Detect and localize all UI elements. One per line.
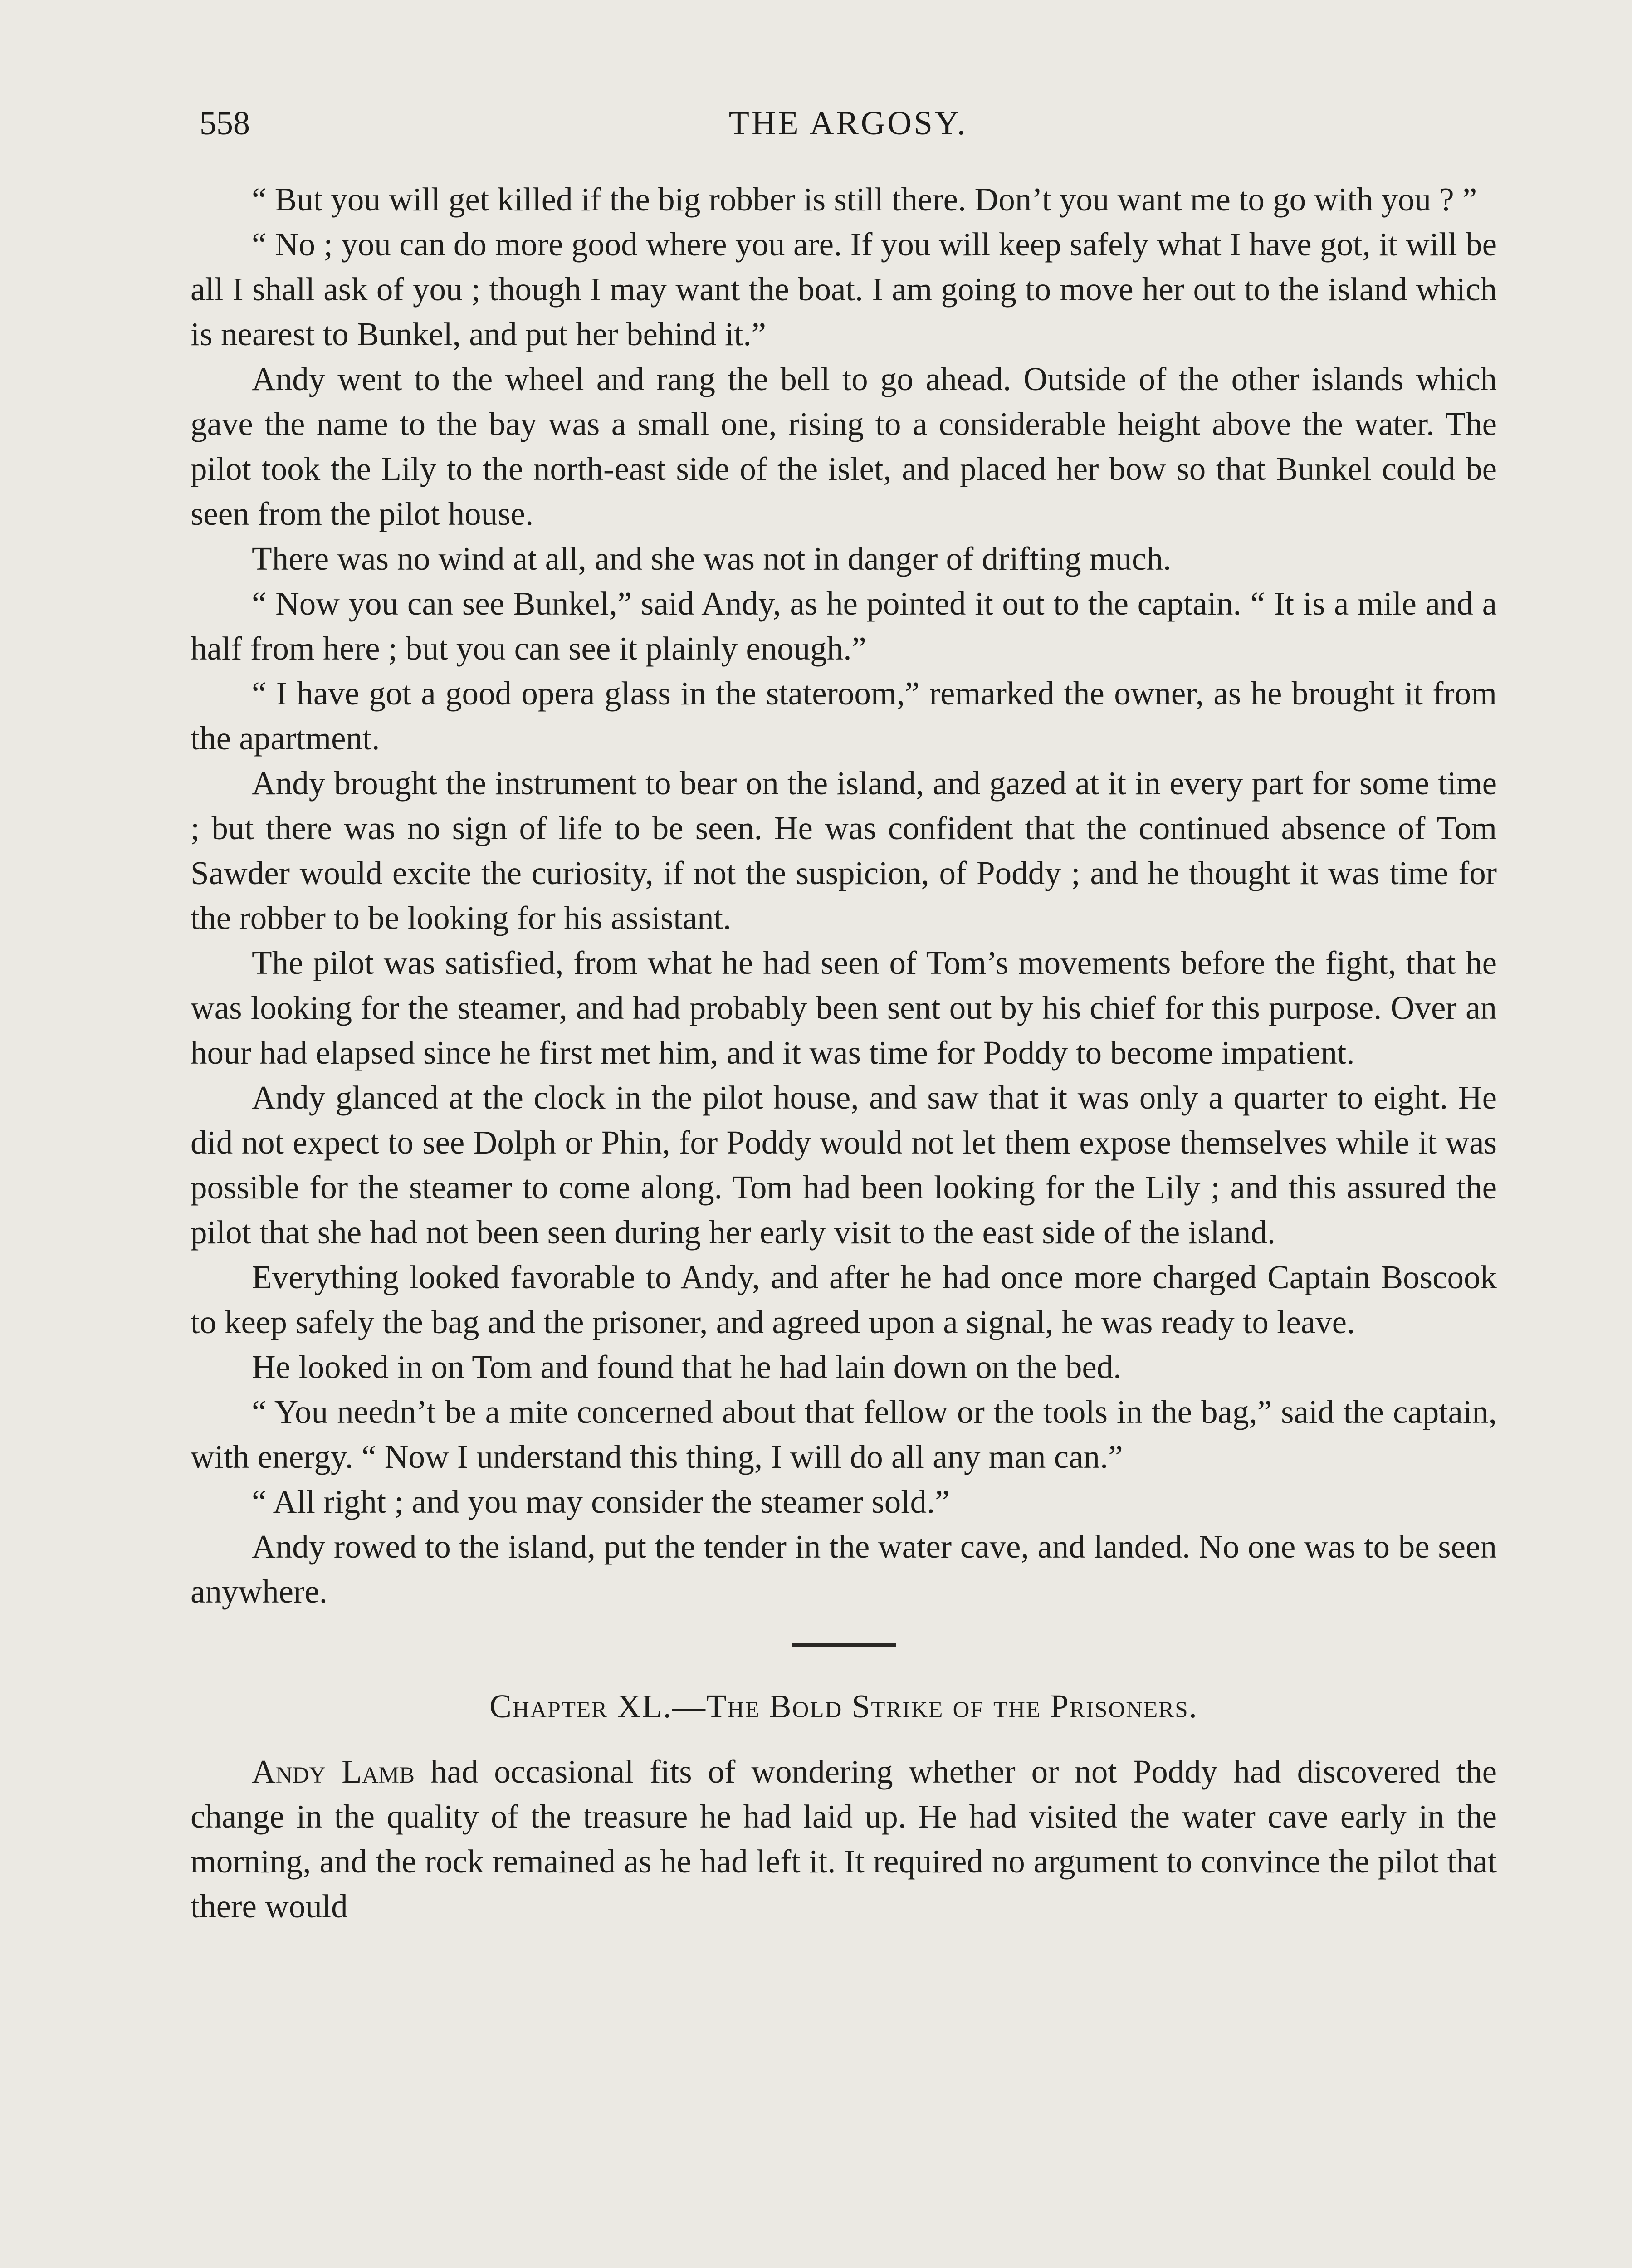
paragraph: Andy glanced at the clock in the pilot house, and saw that it was only a quarter to eight. He did not expect to see Dolph or Phin, for Poddy would not let them expose themselves while it was possible for the steamer to come along. Tom had been looking for the Lily ; and this assured the pilot that she had not been seen during her early visit to the east side of the island.	[191, 1079, 1497, 1251]
chapter-heading: Chapter XL.—The Bold Strike of the Prisoners.	[489, 1688, 1198, 1725]
article-body	[191, 177, 1497, 1929]
paragraph: “ You needn’t be a mite concerned about that fellow or the tools in the bag,” said the captain, with energy. “ Now I understand this thing, I will do all any man can.”	[191, 1393, 1497, 1475]
divider-rule	[792, 1643, 896, 1647]
page-header	[200, 95, 1497, 163]
paragraph: “ All right ; and you may consider the steamer sold.”	[252, 1483, 950, 1520]
paragraph: “ I have got a good opera glass in the stateroom,” remarked the owner, as he brought it from the apartment.	[191, 675, 1497, 757]
page-number: 558	[200, 105, 250, 142]
paragraph: “ But you will get killed if the big robber is still there. Don’t you want me to go with you ? ”	[252, 181, 1477, 218]
chapter-opening-text: had occasional fits of wondering whether or not Poddy had discovered the change in the quality of the treasure he had laid up. He had visited the water cave early in the morning, and the rock remained as he had left it. It required no argument to convince the pilot that there would	[191, 1753, 1497, 1925]
paragraph: Everything looked favorable to Andy, and after he had once more charged Captain Boscook to keep safely the bag and the prisoner, and agreed upon a signal, he was ready to leave.	[191, 1259, 1497, 1340]
paragraph: The pilot was satisfied, from what he had seen of Tom’s movements before the fight, that he was looking for the steamer, and had probably been sent out by his chief for this purpose. Over an hour had elapsed since he first met him, and it was time for Poddy to become impatient.	[191, 944, 1497, 1071]
paragraph: He looked in on Tom and found that he had lain down on the bed.	[252, 1349, 1122, 1385]
section-divider	[191, 1614, 1497, 1682]
running-title: THE ARGOSY.	[728, 105, 968, 142]
paragraph: Andy rowed to the island, put the tender in the water cave, and landed. No one was to be seen anywhere.	[191, 1528, 1497, 1610]
paragraph: “ Now you can see Bunkel,” said Andy, as he pointed it out to the captain. “ It is a mile and a half from here ; but you can see it plainly enough.”	[191, 585, 1497, 667]
paragraph: There was no wind at all, and she was not in danger of drifting much.	[252, 540, 1172, 577]
paragraph: “ No ; you can do more good where you are. If you will keep safely what I have got, it will be all I shall ask of you ; though I may want the boat. I am going to move her out to the island which is nearest to Bunkel, and put her behind it.”	[191, 226, 1497, 352]
paragraph: Andy brought the instrument to bear on the island, and gazed at it in every part for some time ; but there was no sign of life to be seen. He was confident that the continued absence of Tom Sawder would excite the curiosity, if not the suspicion, of Poddy ; and he thought it was time for the robber to be looking for his assistant.	[191, 765, 1497, 936]
chapter-opening-smallcaps: Andy Lamb	[252, 1753, 415, 1790]
chapter-opening-paragraph	[191, 1749, 1497, 1929]
paragraph: Andy went to the wheel and rang the bell to go ahead. Outside of the other islands which gave the name to the bay was a small one, rising to a considerable height above the water. The pilot took the Lily to the north-east side of the islet, and placed her bow so that Bunkel could be seen from the pilot house.	[191, 361, 1497, 532]
